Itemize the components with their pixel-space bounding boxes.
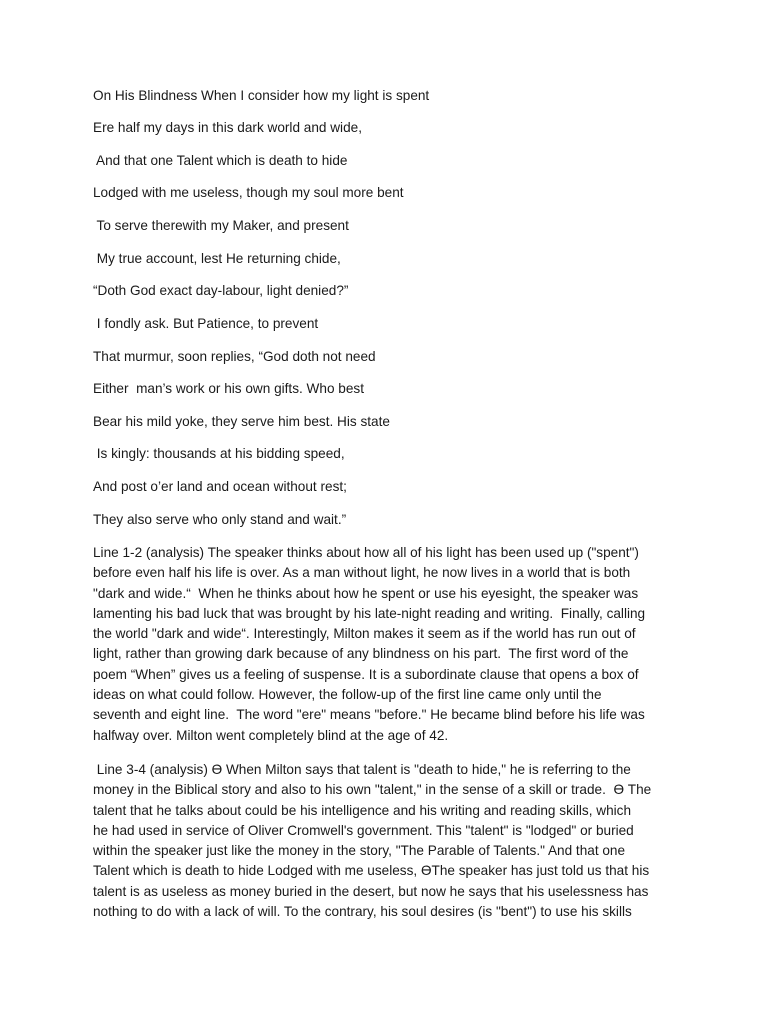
poem-line: Either man’s work or his own gifts. Who best bbox=[93, 381, 364, 396]
analysis-line: light, rather than growing dark because of any blindness on his part. The first word of the bbox=[93, 646, 629, 662]
poem-line: My true account, lest He returning chide, bbox=[93, 251, 341, 266]
poem-line: Is kingly: thousands at his bidding speed, bbox=[93, 446, 345, 461]
analysis-line: talent is as useless as money buried in the desert, but now he says that his uselessness has bbox=[93, 883, 649, 899]
analysis-line: before even half his life is over. As a man without light, he now lives in a world that is both bbox=[93, 565, 631, 581]
analysis-line: ideas on what could follow. However, the follow-up of the first line came only until the bbox=[93, 687, 602, 703]
poem-line: And post o’er land and ocean without rest; bbox=[93, 479, 347, 494]
poem-line: That murmur, soon replies, “God doth not need bbox=[93, 349, 376, 364]
analysis-line: talent that he talks about could be his intelligence and his writing and reading skills, which bbox=[93, 802, 632, 818]
analysis-line: money in the Biblical story and also to his own "talent," in the sense of a skill or trade. ϴ The bbox=[93, 782, 652, 798]
poem-line: Bear his mild yoke, they serve him best. His state bbox=[93, 414, 390, 429]
analysis-line: he had used in service of Oliver Cromwell's government. This "talent" is "lodged" or buried bbox=[93, 822, 634, 838]
poem-line: “Doth God exact day-labour, light denied?” bbox=[93, 283, 349, 298]
analysis-line: within the speaker just like the money in the story, "The Parable of Talents." And that one bbox=[93, 843, 626, 859]
analysis-line: lamenting his bad luck that was brought by his late-night reading and writing. Finally, calling bbox=[93, 605, 646, 621]
analysis-line: seventh and eight line. The word "ere" means "before." He became blind before his life was bbox=[93, 707, 645, 723]
poem-line: To serve therewith my Maker, and present bbox=[93, 218, 349, 233]
poem-line: On His Blindness When I consider how my light is spent bbox=[93, 88, 430, 103]
analysis-line: Line 1-2 (analysis) The speaker thinks about how all of his light has been used up ("spent") bbox=[93, 545, 639, 560]
analysis-line: Line 3-4 (analysis) ϴ When Milton says that talent is "death to hide," he is referring to the bbox=[93, 762, 631, 777]
poem-line: I fondly ask. But Patience, to prevent bbox=[93, 316, 319, 331]
analysis-line: halfway over. Milton went completely blind at the age of 42. bbox=[93, 727, 449, 743]
poem-line: Ere half my days in this dark world and wide, bbox=[93, 120, 362, 135]
analysis-paragraph-lines-3-4 bbox=[93, 760, 668, 922]
poem-line: They also serve who only stand and wait.” bbox=[93, 512, 347, 527]
poem-line: Lodged with me useless, though my soul more bent bbox=[93, 185, 404, 200]
analysis-line: "dark and wide.“ When he thinks about how he spent or use his eyesight, the speaker was bbox=[93, 585, 639, 601]
analysis-paragraph-lines-1-2 bbox=[93, 543, 668, 746]
analysis-line: poem “When” gives us a feeling of suspense. It is a subordinate clause that opens a box of bbox=[93, 666, 639, 682]
analysis-line: Talent which is death to hide Lodged with me useless, ϴThe speaker has just told us that his bbox=[93, 863, 650, 879]
analysis-line: the world "dark and wide“. Interestingly, Milton makes it seem as if the world has run out of bbox=[93, 626, 636, 642]
poem-line: And that one Talent which is death to hide bbox=[93, 153, 348, 168]
analysis-line: nothing to do with a lack of will. To the contrary, his soul desires (is "bent") to use his skills bbox=[93, 904, 632, 920]
